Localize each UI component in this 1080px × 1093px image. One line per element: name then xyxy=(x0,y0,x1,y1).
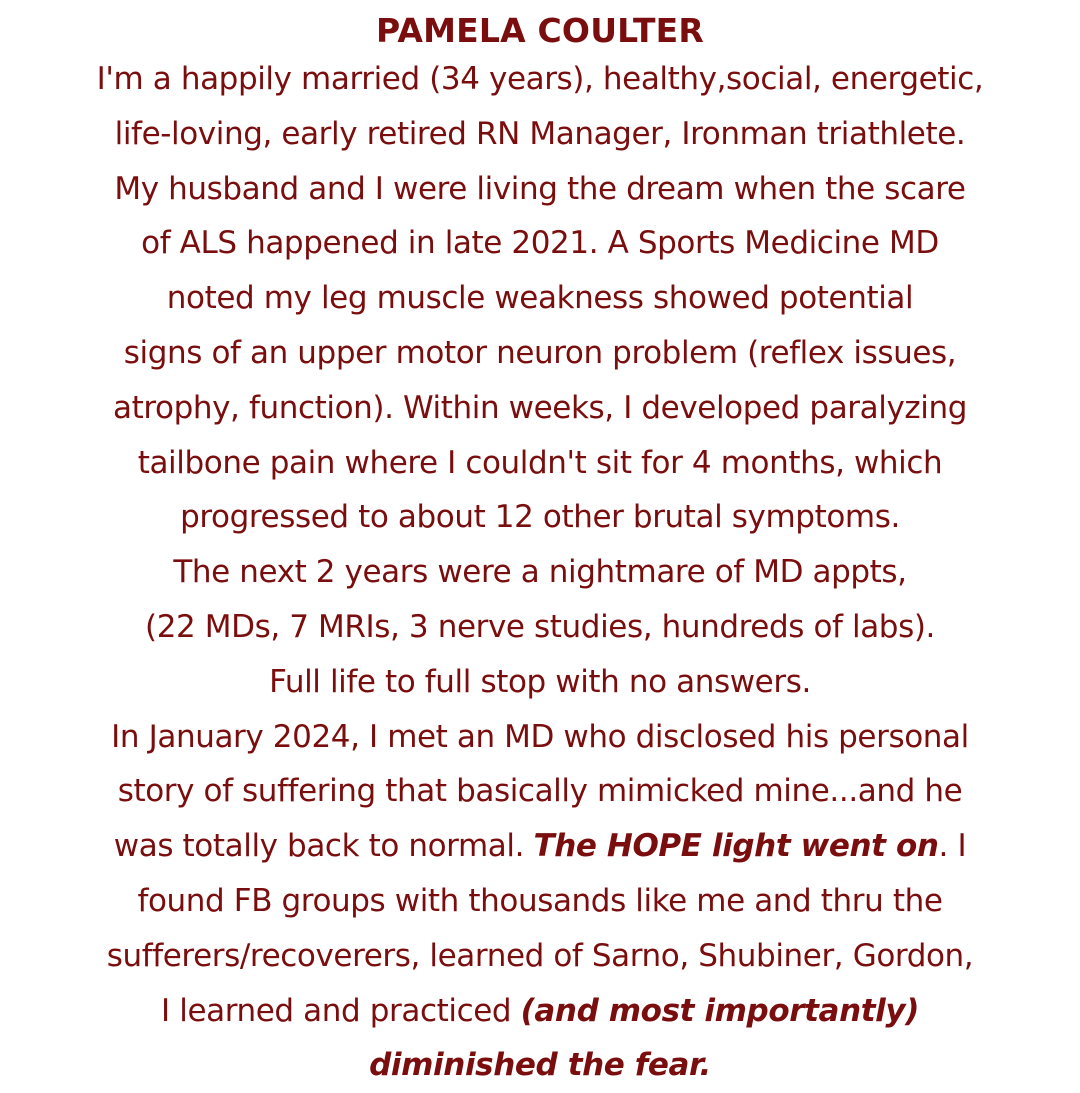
story-line-1: I'm a happily married (34 years), healthy,social, energetic, xyxy=(96,61,984,97)
story-line-7: atrophy, function). Within weeks, I developed paralyzing xyxy=(112,389,968,426)
story-line-5: noted my leg muscle weakness showed potential xyxy=(166,280,914,317)
story-line-13: In January 2024, I met an MD who disclosed his personal xyxy=(111,718,969,755)
story-line-16: found FB groups with thousands like me and thru the xyxy=(137,882,943,919)
story-line-10: The next 2 years were a nightmare of MD appts, xyxy=(173,554,907,591)
practiced-line-start: I learned and practiced xyxy=(161,992,521,1029)
practiced-emphasis: (and most importantly) xyxy=(520,992,919,1029)
story-line-11: (22 MDs, 7 MRIs, 3 nerve studies, hundreds of labs). xyxy=(145,608,935,645)
closing-line: diminished the fear. xyxy=(369,1047,711,1084)
story-line-3: My husband and I were living the dream when the scare xyxy=(114,170,966,207)
story-line-9: progressed to about 12 other brutal symptoms. xyxy=(180,499,900,536)
story-line-8: tailbone pain where I couldn't sit for 4 months, which xyxy=(137,444,943,481)
hope-line xyxy=(0,819,1080,874)
hope-line-start: was totally back to normal. xyxy=(113,828,534,865)
story-line-17: sufferers/recoverers, learned of Sarno, Shubiner, Gordon, xyxy=(106,937,974,974)
story-line-4: of ALS happened in late 2021. A Sports Medicine MD xyxy=(141,225,939,262)
practiced-line xyxy=(0,984,1080,1039)
hope-emphasis: The HOPE light went on xyxy=(533,828,939,865)
story-line-6: signs of an upper motor neuron problem (reflex issues, xyxy=(123,334,957,371)
story-line-14: story of suffering that basically mimicked mine...and he xyxy=(117,773,963,810)
story-line-2: life-loving, early retired RN Manager, Ironman triathlete. xyxy=(114,115,966,152)
hope-line-end: . I xyxy=(938,828,967,865)
person-name-heading: PAMELA COULTER xyxy=(375,11,705,50)
story-line-12: Full life to full stop with no answers. xyxy=(269,663,811,700)
